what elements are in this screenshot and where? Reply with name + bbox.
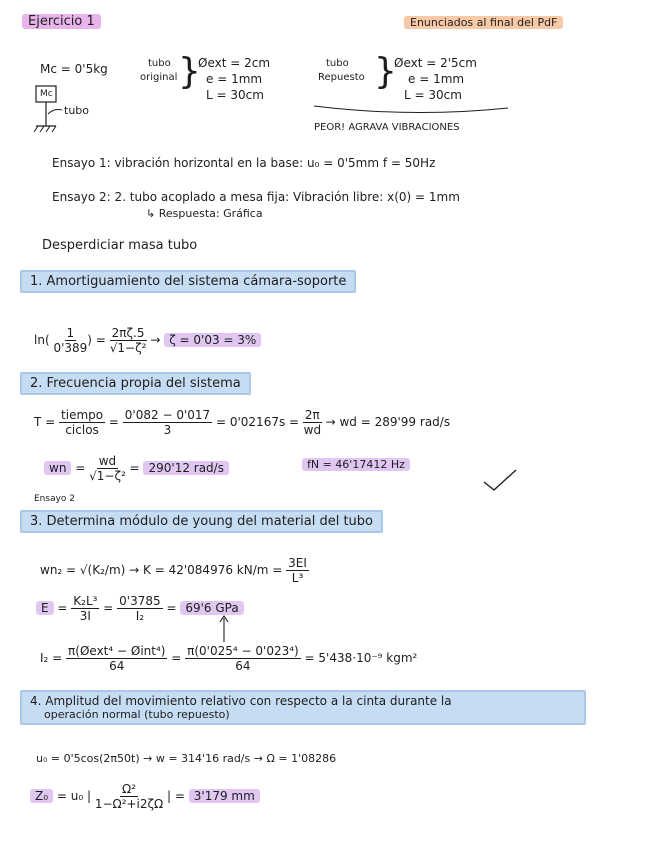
test-1: Ensayo 1: vibración horizontal en la base: u₀ = 0'5mm f = 50Hz xyxy=(52,156,436,170)
ln-symbol: ln xyxy=(34,333,45,347)
excitation-equation: u₀ = 0'5cos(2π50t) → w = 314'16 rad/s → Ω = 1'08286 xyxy=(36,752,337,765)
replacement-brace: } xyxy=(374,51,397,92)
neglect-note: Desperdiciar masa tubo xyxy=(42,238,198,253)
mass-box-label: Mc xyxy=(40,89,53,99)
replacement-label-1: tubo xyxy=(326,58,349,69)
damping-result: ζ = 0'03 = 3% xyxy=(164,333,261,347)
natural-freq-fraction: $\frac{wd}{\text{√1−ζ²}}$ xyxy=(89,454,126,483)
period-fraction: $\frac{\text{tiempo}}{\text{ciclos}}$ xyxy=(61,408,104,437)
ln-fraction: $\frac{1}{0'389}$ xyxy=(53,326,88,355)
stiffness-fraction: $\frac{3EI}{\text{L³}}$ xyxy=(288,556,307,585)
amplitude-fraction: $\frac{\text{Ω²}}{\text{1−Ω²+i2ζΩ}}$ xyxy=(94,782,164,811)
section-1-title: 1. Amortiguamiento del sistema cámara-soporte xyxy=(20,270,356,293)
replacement-label-2: Repuesto xyxy=(318,72,365,83)
worse-note: PEOR! AGRAVA VIBRACIONES xyxy=(314,122,460,133)
period-equation: T = $\frac{\text{tiempo}}{\text{ciclos}}$ = $\frac{0'082 - 0'017}{3}$ = 0'02167s = $\frac{2\pi}{wd}$ → wd = 289'99 rad/s xyxy=(34,408,451,437)
check-icon xyxy=(480,466,520,494)
tube-label: tubo xyxy=(64,104,89,117)
period-values-fraction: $\frac{0'082 - 0'017}{3}$ xyxy=(124,408,211,437)
natural-freq-result: 290'12 rad/s xyxy=(143,461,229,475)
test-2-response: ↳ Respuesta: Gráfica xyxy=(146,207,263,220)
natural-freq-hz: fN = 46'17412 Hz xyxy=(302,458,410,471)
natural-freq-equation: wn = $\frac{wd}{\text{√1−ζ²}}$ = 290'12 rad/s xyxy=(44,454,229,483)
inertia-fraction-1: $\frac{\text{π(Øext⁴ − Øint⁴)}}{64}$ xyxy=(68,644,166,673)
log-decrement-equation: ln( $\frac{1}{0'389}$ ) = $\frac{2\pi\zeta.5}{\text{√1−ζ²}}$ → ζ = 0'03 = 3% xyxy=(34,326,261,355)
original-label-1: tubo xyxy=(148,58,171,69)
underline-curve xyxy=(312,104,512,118)
original-label-2: original xyxy=(140,72,178,83)
section-3-title: 3. Determina módulo de young del material del tubo xyxy=(20,510,383,533)
amplitude-equation: Z₀ = u₀ | $\frac{\text{Ω²}}{\text{1−Ω²+i2ζΩ}}$ | = 3'179 mm xyxy=(30,782,260,811)
young-modulus-result: 69'6 GPa xyxy=(180,601,243,615)
original-length: L = 30cm xyxy=(206,88,264,102)
period-2pi-fraction: $\frac{2\pi}{wd}$ xyxy=(303,408,322,437)
section-4-title: 4. Amplitud del movimiento relativo con respecto a la cinta durante la operación normal (tubo repuesto) xyxy=(20,690,586,725)
original-thickness: e = 1mm xyxy=(206,72,263,86)
young-modulus-equation: E = $\frac{\text{K₂L³}}{3I}$ = $\frac{0'3785}{\text{I₂}}$ = 69'6 GPa xyxy=(36,594,244,623)
exercise-title: Ejercicio 1 xyxy=(22,14,101,29)
replacement-thickness: e = 1mm xyxy=(408,72,465,86)
original-brace: } xyxy=(178,51,201,92)
replacement-length: L = 30cm xyxy=(404,88,462,102)
young-fraction-1: $\frac{\text{K₂L³}}{3I}$ xyxy=(73,594,98,623)
up-arrow-icon xyxy=(218,614,230,644)
test-2: Ensayo 2: 2. tubo acoplado a mesa fija: Vibración libre: x(0) = 1mm xyxy=(52,190,460,204)
section-2-title: 2. Frecuencia propia del sistema xyxy=(20,372,251,395)
inertia-fraction-2: $\frac{\text{π(0'025⁴ − 0'023⁴)}}{64}$ xyxy=(187,644,299,673)
mass-value: Mc = 0'5kg xyxy=(40,62,108,76)
damping-fraction: $\frac{2\pi\zeta.5}{\text{√1−ζ²}}$ xyxy=(109,326,147,355)
replacement-dext: Øext = 2'5cm xyxy=(394,56,477,70)
statement-note: Enunciados al final del PdF xyxy=(404,16,563,29)
test-2-ref: Ensayo 2 xyxy=(34,494,76,504)
amplitude-result: 3'179 mm xyxy=(189,789,260,803)
stiffness-equation: wn₂ = √(K₂/m) → K = 42'084976 kN/m = $\frac{3EI}{\text{L³}}$ xyxy=(40,556,307,585)
young-fraction-2: $\frac{0'3785}{\text{I₂}}$ xyxy=(119,594,161,623)
inertia-equation: I₂ = $\frac{\text{π(Øext⁴ − Øint⁴)}}{64}$ = $\frac{\text{π(0'025⁴ − 0'023⁴)}}{64}$ = 5'438·10⁻⁹ kgm² xyxy=(40,644,418,673)
original-dext: Øext = 2cm xyxy=(198,56,271,70)
